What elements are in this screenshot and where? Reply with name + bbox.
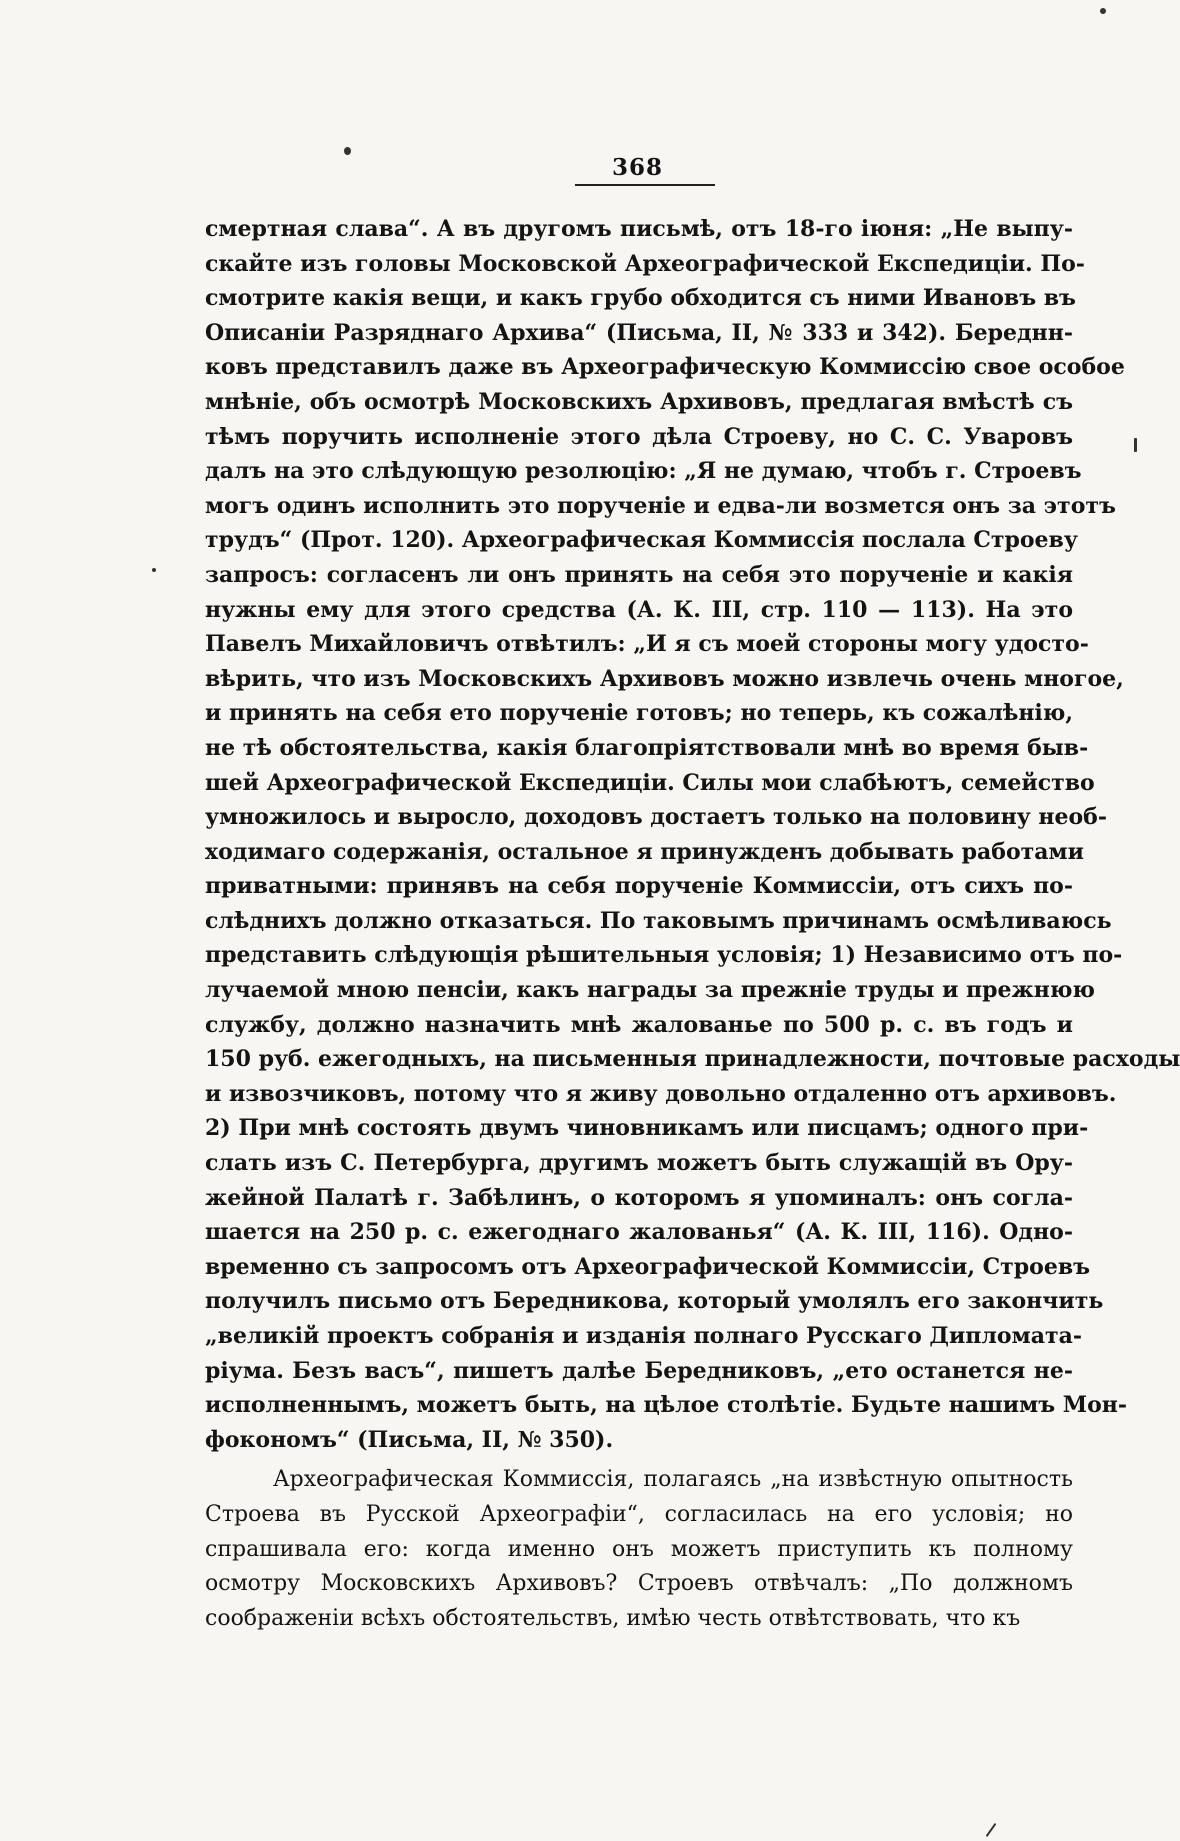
text-line: осмотру Московскихъ Архивовъ? Строевъ отвѣчалъ: „По должномъ (205, 1571, 1073, 1597)
text-line: шей Археографической Експедиціи. Силы мои слабѣютъ, семейство (205, 769, 1095, 796)
text-line: трудъ“ (Прот. 120). Археографическая Коммиссія послала Строеву (205, 527, 1078, 554)
text-line: ріума. Безъ васъ“, пишетъ далѣе Бередниковъ, „ето останется не- (205, 1357, 1073, 1384)
text-line: 2) При мнѣ состоять двумъ чиновникамъ или писцамъ; одного при- (205, 1115, 1089, 1142)
page-number: 368 (612, 154, 664, 181)
text-line: запросъ: согласенъ ли онъ принять на себя это порученіе и какія (205, 561, 1073, 588)
text-line: не тѣ обстоятельства, какія благопріятствовали мнѣ во время быв- (205, 734, 1089, 761)
text-line: ходимаго содержанія, остальное я принужденъ добывать работами (205, 838, 1084, 865)
text-line: слать изъ С. Петербурга, другимъ можетъ быть служащій въ Ору- (205, 1150, 1073, 1177)
text-line: умножилось и выросло, доходовъ достаетъ только на половину необ- (205, 804, 1107, 831)
paragraph-2 (205, 1463, 1073, 1636)
text-line: и принять на себя ето порученіе готовъ; но теперь, къ сожалѣнію, (205, 700, 1073, 727)
scan-speck (152, 568, 156, 572)
paragraph-1 (205, 212, 1180, 1457)
text-line: службу, должно назначить мнѣ жалованье по 500 р. с. въ годъ и (205, 1011, 1073, 1038)
text-line: лучаемой мною пенсіи, какъ награды за прежніе труды и прежнюю (205, 977, 1095, 1004)
page-number-rule (575, 184, 715, 186)
text-line: временно съ запросомъ отъ Археографической Коммиссіи, Строевъ (205, 1253, 1091, 1280)
scan-speck (986, 1823, 997, 1837)
text-line: вѣрить, что изъ Московскихъ Архивовъ можно извлечь очень многое, (205, 665, 1124, 692)
text-line: скайте изъ головы Московской Археографической Експедиціи. По- (205, 250, 1085, 277)
text-line: соображеніи всѣхъ обстоятельствъ, имѣю честь отвѣтствовать, что къ (205, 1605, 1021, 1631)
text-line: фокономъ“ (Письма, II, № 350). (205, 1426, 614, 1453)
body-text (205, 212, 1180, 1636)
text-line: ковъ представилъ даже въ Археографическую Коммиссію свое особое (205, 354, 1125, 381)
scan-speck (1100, 8, 1106, 14)
text-line: исполненнымъ, можетъ быть, на цѣлое столѣтіе. Будьте нашимъ Мон- (205, 1392, 1127, 1419)
text-line: смертная слава“. А въ другомъ письмѣ, отъ 18-го іюня: „Не выпу- (205, 216, 1073, 242)
text-line: жейной Палатѣ г. Забѣлинъ, о которомъ я упоминалъ: онъ согла- (205, 1184, 1073, 1211)
text-line: представить слѣдующія рѣшительныя условія; 1) Независимо отъ по- (205, 942, 1123, 969)
text-line: могъ одинъ исполнить это порученіе и едва-ли возмется онъ за этотъ (205, 492, 1116, 519)
text-line: слѣднихъ должно отказаться. По таковымъ причинамъ осмѣливаюсь (205, 907, 1112, 934)
text-line: „великій проектъ собранія и изданія полнаго Русскаго Дипломата- (205, 1323, 1082, 1349)
text-line: далъ на это слѣдующую резолюцію: „Я не думаю, чтобъ г. Строевъ (205, 458, 1082, 485)
text-line: Павелъ Михайловичъ отвѣтилъ: „И я съ моей стороны могу удосто- (205, 631, 1089, 658)
text-line: и извозчиковъ, потому что я живу довольно отдаленно отъ архивовъ. (205, 1080, 1117, 1107)
text-line: мнѣніе, объ осмотрѣ Московскихъ Архивовъ, предлагая вмѣстѣ съ (205, 388, 1073, 415)
text-line: шается на 250 р. с. ежегоднаго жалованья“ (А. К. III, 116). Одно- (205, 1219, 1073, 1246)
text-line: получилъ письмо отъ Бередникова, который умолялъ его закончить (205, 1288, 1104, 1315)
text-line: тѣмъ поручить исполненіе этого дѣла Строеву, но С. С. Уваровъ (205, 423, 1073, 450)
text-line: Строева въ Русской Археографіи“, согласилась на его условія; но (205, 1501, 1073, 1527)
text-line: Археографическая Коммиссія, полагаясь „на извѣстную опытность (273, 1467, 1073, 1493)
text-line: 150 руб. ежегодныхъ, на письменныя принадлежности, почтовые расходы (205, 1046, 1180, 1073)
text-line: смотрите какія вещи, и какъ грубо обходится съ ними Ивановъ въ (205, 285, 1076, 312)
scan-speck (344, 147, 351, 155)
text-line: Описаніи Разряднаго Архива“ (Письма, II, № 333 и 342). Береднн- (205, 319, 1073, 346)
text-line: спрашивала его: когда именно онъ можетъ приступить къ полному (205, 1536, 1073, 1562)
text-line: приватными: принявъ на себя порученіе Коммиссіи, отъ сихъ по- (205, 873, 1073, 900)
scan-speck (1134, 438, 1137, 452)
text-line: нужны ему для этого средства (А. К. III, стр. 110 — 113). На это (205, 596, 1073, 623)
